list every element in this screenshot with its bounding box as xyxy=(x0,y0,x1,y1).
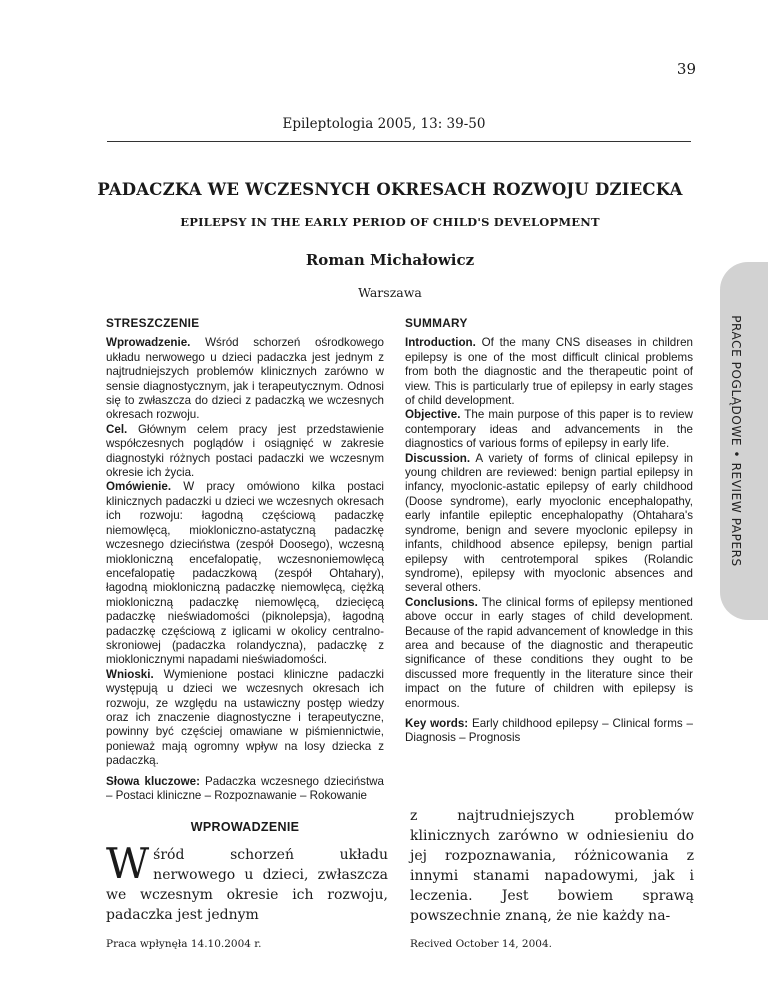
section-text: Wśród schorzeń ośrodkowego układu nerwowego u dzieci padaczka jest jednym z najtrudniejszych problemów klinicznych zarówno w sensie diagnostycznym, jak i terapeutycznym. Odnosi się to zwłaszcza do dzieci z padaczką we wczesnych okresach rozwoju. xyxy=(106,336,384,422)
abstract-paragraph xyxy=(106,423,384,481)
drop-cap: W xyxy=(106,839,150,888)
received-date-english: Recived October 14, 2004. xyxy=(410,938,552,950)
abstract-english xyxy=(405,316,693,746)
abstract-polish-heading: STRESZCZENIE xyxy=(106,316,200,330)
section-label: Discussion. xyxy=(405,451,471,465)
article-title: PADACZKA WE WCZESNYCH OKRESACH ROZWOJU DZIECKA xyxy=(97,180,683,199)
section-text: The clinical forms of epilepsy mentioned above occur in early stages of child development. Because of the rapid advancement of knowledge in this area and because of the diagnostic and therapeutic significance of these conditions they ought to be discussed more frequently in the literature since their impact on the future of children with epilepsy is enormous. xyxy=(405,595,693,710)
keywords-paragraph xyxy=(106,775,384,804)
abstract-paragraph xyxy=(405,452,693,596)
section-text: The main purpose of this paper is to review contemporary ideas and advancements in the diagnostics of various forms of epilepsy in early life. xyxy=(405,408,693,451)
abstract-paragraph xyxy=(405,596,693,711)
abstract-paragraph xyxy=(106,668,384,769)
section-label: Cel. xyxy=(106,422,128,436)
section-label: Omówienie. xyxy=(106,480,172,494)
received-date-polish: Praca wpłynęła 14.10.2004 r. xyxy=(106,938,262,950)
article-title-english: EPILEPSY IN THE EARLY PERIOD OF CHILD'S DEVELOPMENT xyxy=(180,215,600,229)
introduction-text-left xyxy=(106,839,388,925)
abstract-paragraph xyxy=(405,336,693,408)
section-text: A variety of forms of clinical epilepsy in young children are reviewed: benign partial epilepsy in infancy, myoclonic-astatic epilepsy of early childhood (Doose syndrome), early myoclonic encephalopathy, early infantile epileptic encephalopathy (Ohtahara's syndrome, benign and severe myoclonic epilepsy in infants, childhood absence epilepsy, benign partial epilepsy with centrotemporal spikes (Rolandic syndrome), epilepsy with myoclonic absences and several others. xyxy=(405,451,693,595)
header-rule xyxy=(107,141,691,142)
body-text: śród schorzeń układu nerwowego u dzieci, zwłaszcza we wczesnym okresie ich rozwoju, padaczka jest jednym xyxy=(106,847,388,923)
section-label: Wprowadzenie. xyxy=(106,336,191,350)
abstract-paragraph xyxy=(106,336,384,422)
keywords-label: Key words: xyxy=(405,716,469,730)
abstract-paragraph xyxy=(106,480,384,667)
section-label: Conclusions. xyxy=(405,595,478,609)
abstract-english-heading: SUMMARY xyxy=(405,316,468,330)
author-affiliation: Warszawa xyxy=(358,285,422,300)
section-label: Introduction. xyxy=(405,336,476,350)
section-label: Wnioski. xyxy=(106,667,154,681)
abstract-polish xyxy=(106,316,384,803)
introduction-text-right: z najtrudniejszych problemów klinicznych zarówno w odniesieniu do jej rozpoznawania, różnicowania z innymi stanami napadowymi, jak i leczenia. Jest bowiem sprawą powszechnie znaną, że nie każdy na- xyxy=(410,808,694,924)
author-name: Roman Michałowicz xyxy=(305,251,475,269)
keywords-text: Early childhood epilepsy – Clinical forms – Diagnosis – Prognosis xyxy=(405,716,693,745)
side-tab-label: PRACE POGLĄDOWE • REVIEW PAPERS xyxy=(729,315,743,567)
abstract-paragraph xyxy=(405,408,693,451)
introduction-heading: WPROWADZENIE xyxy=(190,820,300,834)
section-label: Objective. xyxy=(405,408,461,422)
keywords-label: Słowa kluczowe: xyxy=(106,774,200,788)
keywords-text: Padaczka wczesnego dzieciństwa – Postaci kliniczne – Rozpoznawanie – Rokowanie xyxy=(106,774,384,802)
section-text: Of the many CNS diseases in children epilepsy is one of the most difficult clinical problems from both the diagnostic and the therapeutic point of view. This is particularly true of epilepsy in early stages of child development. xyxy=(405,336,693,408)
section-text: W pracy omówiono kilka postaci klinicznych padaczki u dzieci we wczesnych okresach ich rozwoju: łagodną częściową padaczkę niemowlęcą, miokloniczno-astatyczną padaczkę wczesnego dzieciństwa (zespół Doosego), wczesną miokloniczną encefalopatię, wczesnoniemowlęcą encefalopatię padaczkową (zespół Ohtahary), łagodną miokloniczną padaczkę niemowlęcą, ciężką miokloniczną padaczkę niemowlęcą, dziecięcą padaczkę nieświadomości (piknolepsja), łagodną padaczkę częściową z iglicami w okolicy centralno-skroniowej (padaczka rolandyczna), padaczkę z mioklonicznymi napadami nieświadomości. xyxy=(106,480,384,667)
section-text: Wymienione postaci kliniczne padaczki występują u dzieci we wczesnych okresach ich rozwoju, ze względu na ustawiczny postęp wiedzy oraz ich znaczenie diagnostyczne i terapeutyczne, powinny być częściej omawiane w piśmiennictwie, ponieważ mają ogromny wpływ na losy dziecka z padaczką. xyxy=(106,667,384,768)
section-text: Głównym celem pracy jest przedstawienie współczesnych poglądów i osiągnięć w zakresie diagnostyki różnych postaci padaczki we wczesnym okresie ich życia. xyxy=(106,422,384,480)
page-number: 39 xyxy=(676,60,696,78)
journal-reference: Epileptologia 2005, 13: 39-50 xyxy=(282,116,486,132)
keywords-paragraph xyxy=(405,717,693,746)
